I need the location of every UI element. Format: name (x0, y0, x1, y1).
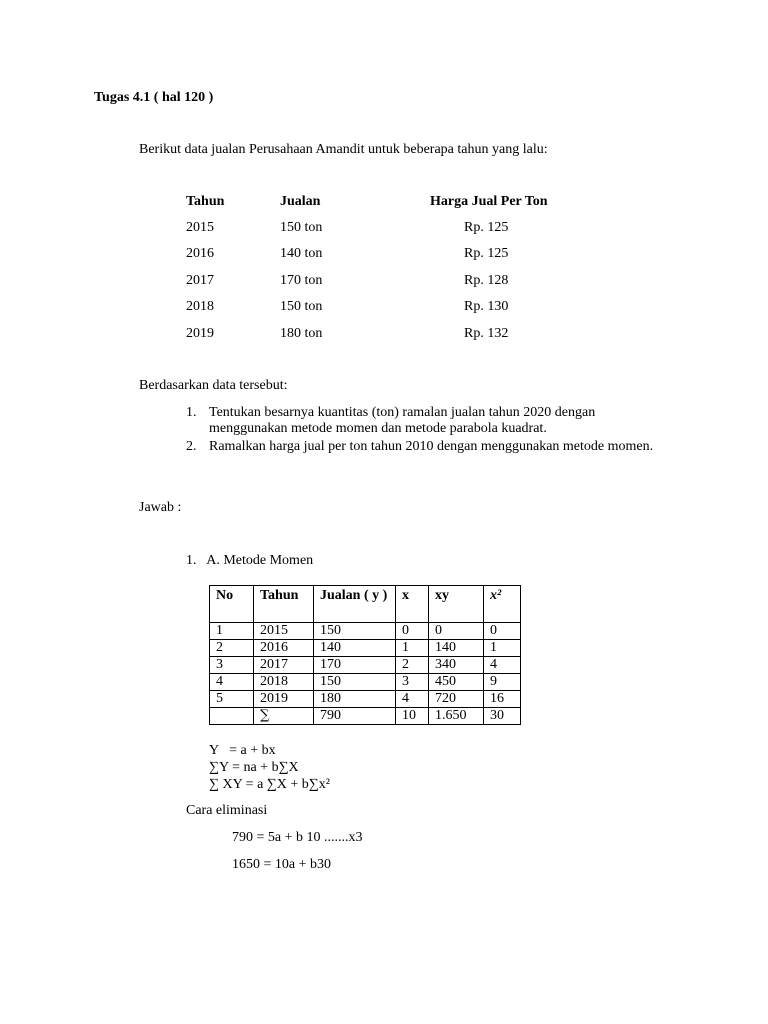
table-row (210, 691, 521, 708)
cell-x2: 1 (484, 640, 521, 657)
cell-y: 180 (314, 691, 396, 708)
cell-no: 2 (210, 640, 254, 657)
elimination-line: 790 = 5a + b 10 .......x3 (232, 830, 363, 845)
equation-line: ∑Y = na + b∑X (209, 760, 299, 775)
cell-year: 2016 (254, 640, 314, 657)
cell-xy: 450 (429, 674, 484, 691)
table-row (0, 220, 768, 236)
header-harga: Harga Jual Per Ton (430, 194, 548, 209)
intro-text: Berikut data jualan Perusahaan Amandit untuk beberapa tahun yang lalu: (139, 142, 548, 157)
cell-x: 1 (396, 640, 429, 657)
cell-y: 140 (314, 640, 396, 657)
cell-no: 4 (210, 674, 254, 691)
cell-year: 2015 (186, 220, 214, 235)
answer-label: Jawab : (139, 500, 182, 515)
momen-table-header (210, 586, 521, 623)
cell-price: Rp. 125 (464, 220, 509, 235)
cell-price: Rp. 130 (464, 299, 509, 314)
cell-year: 2018 (186, 299, 214, 314)
cell-sales: 180 ton (280, 326, 323, 341)
cell-no (210, 708, 254, 725)
table-row (210, 640, 521, 657)
cell-xy: 720 (429, 691, 484, 708)
cell-sales: 150 ton (280, 220, 323, 235)
cell-x: 2 (396, 657, 429, 674)
cell-x: 4 (396, 691, 429, 708)
cell-x2: 16 (484, 691, 521, 708)
section-heading: 1. A. Metode Momen (186, 553, 314, 568)
question-text: Tentukan besarnya kuantitas (ton) ramalan jualan tahun 2020 dengan menggunakan metode momen dan metode parabola kuadrat. (209, 405, 596, 436)
cell-y: 170 (314, 657, 396, 674)
header-tahun: Tahun (254, 586, 314, 623)
momen-table (209, 585, 521, 725)
header-no: No (210, 586, 254, 623)
elimination-label: Cara eliminasi (186, 803, 268, 818)
table-row (210, 657, 521, 674)
cell-year: 2019 (254, 691, 314, 708)
cell-no: 5 (210, 691, 254, 708)
cell-price: Rp. 125 (464, 246, 509, 261)
table-row (0, 299, 768, 315)
table-row (0, 246, 768, 262)
question-number: 1. (186, 405, 197, 420)
table-row (210, 623, 521, 640)
header-x: x (396, 586, 429, 623)
equation-line: ∑ XY = a ∑X + b∑x² (209, 777, 330, 792)
cell-x-total: 10 (396, 708, 429, 725)
cell-y: 150 (314, 674, 396, 691)
cell-year: 2017 (186, 273, 214, 288)
cell-xy: 140 (429, 640, 484, 657)
cell-sales: 150 ton (280, 299, 323, 314)
cell-x2: 4 (484, 657, 521, 674)
sum-symbol: ∑ (254, 708, 314, 725)
page-title: Tugas 4.1 ( hal 120 ) (94, 90, 214, 105)
equation-line: Y = a + bx (209, 743, 276, 758)
cell-no: 3 (210, 657, 254, 674)
cell-price: Rp. 132 (464, 326, 509, 341)
cell-xy: 0 (429, 623, 484, 640)
cell-y: 150 (314, 623, 396, 640)
cell-xy: 340 (429, 657, 484, 674)
cell-x2: 0 (484, 623, 521, 640)
cell-x: 3 (396, 674, 429, 691)
cell-no: 1 (210, 623, 254, 640)
cell-x: 0 (396, 623, 429, 640)
cell-sales: 170 ton (280, 273, 323, 288)
question-list (186, 405, 666, 457)
list-item (186, 439, 666, 455)
cell-year: 2018 (254, 674, 314, 691)
table-total-row (210, 708, 521, 725)
cell-xy-total: 1.650 (429, 708, 484, 725)
header-xy: xy (429, 586, 484, 623)
table-row (0, 273, 768, 289)
table-row (210, 674, 521, 691)
cell-price: Rp. 128 (464, 273, 509, 288)
header-jualan-y: Jualan ( y ) (314, 586, 396, 623)
cell-sales: 140 ton (280, 246, 323, 261)
cell-x2: 9 (484, 674, 521, 691)
elimination-line: 1650 = 10a + b30 (232, 857, 332, 872)
header-jualan: Jualan (280, 194, 321, 209)
cell-year: 2015 (254, 623, 314, 640)
cell-x2-total: 30 (484, 708, 521, 725)
question-number: 2. (186, 439, 197, 454)
table-row (0, 326, 768, 342)
cell-year: 2017 (254, 657, 314, 674)
cell-year: 2016 (186, 246, 214, 261)
question-text: Ramalkan harga jual per ton tahun 2010 dengan menggunakan metode momen. (209, 439, 654, 454)
based-on-text: Berdasarkan data tersebut: (139, 378, 288, 393)
list-item (186, 405, 666, 437)
cell-y-total: 790 (314, 708, 396, 725)
sales-table-header (0, 194, 768, 210)
header-x-squared: x² (484, 586, 521, 623)
cell-year: 2019 (186, 326, 214, 341)
header-tahun: Tahun (186, 194, 225, 209)
